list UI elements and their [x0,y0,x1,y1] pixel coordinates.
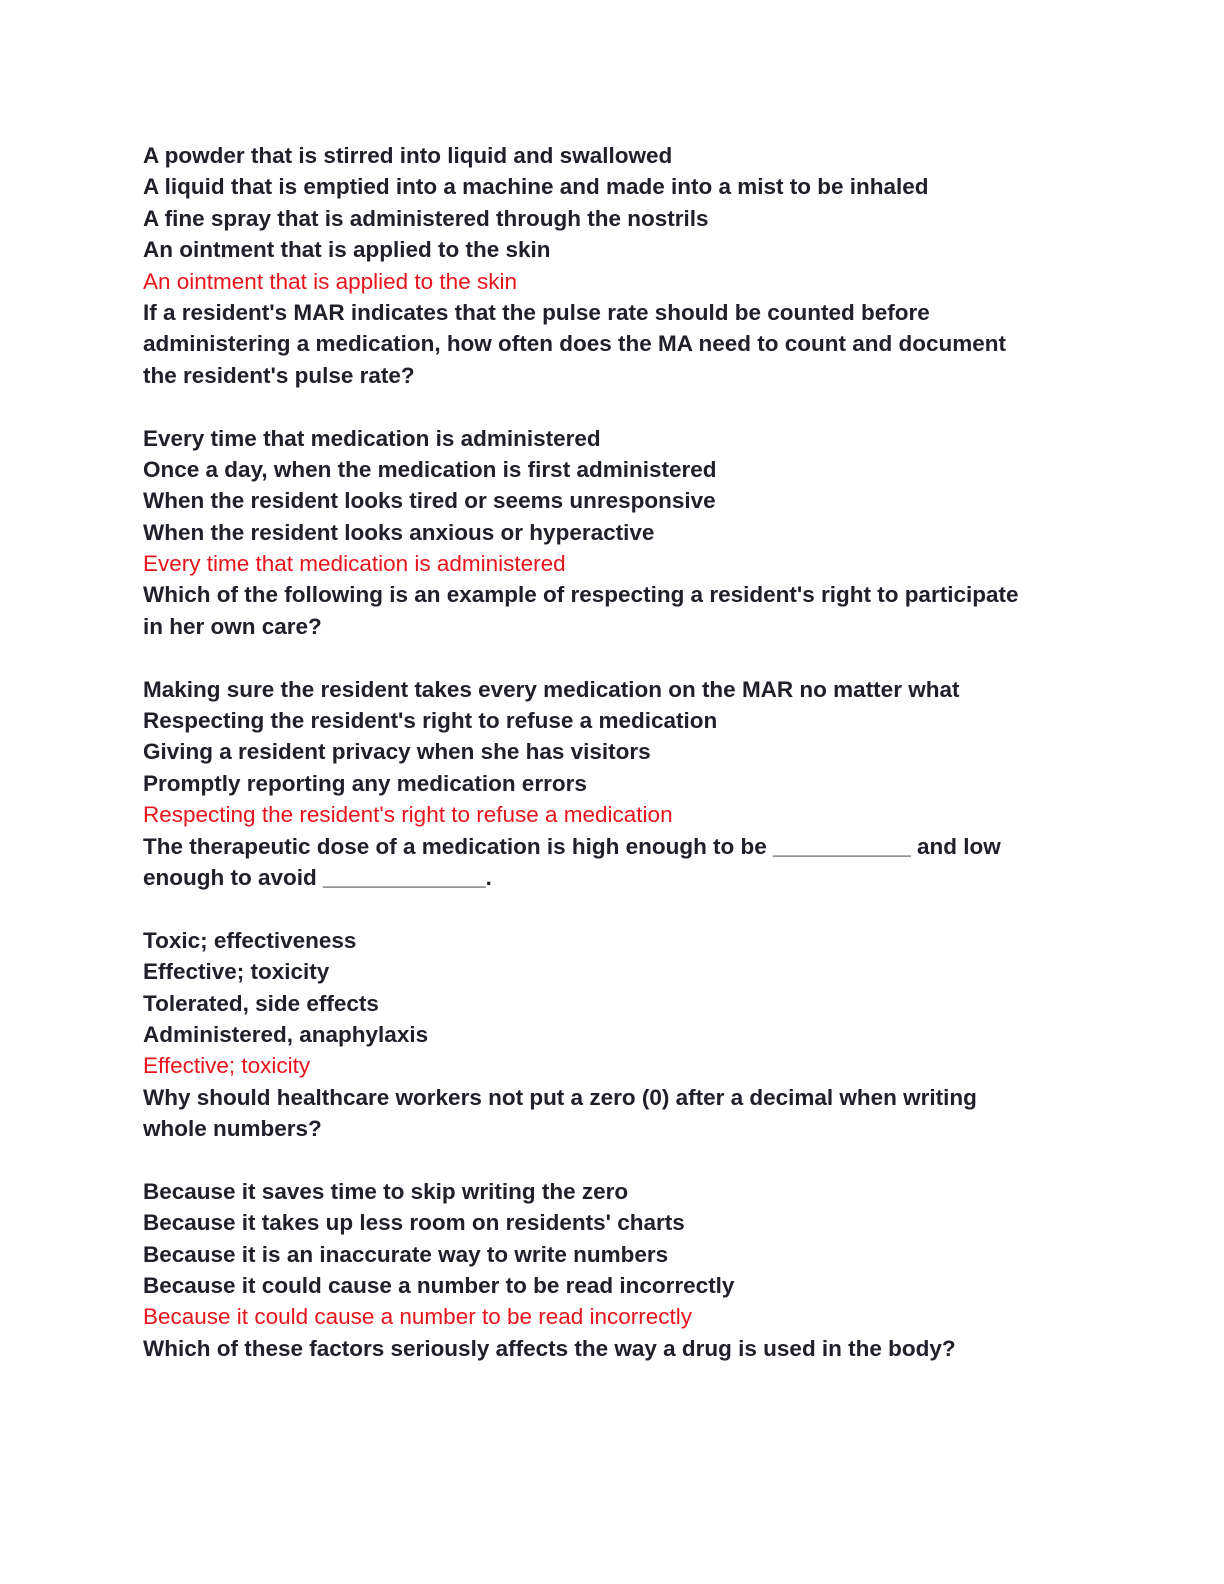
question-text [143,1333,1103,1364]
correct-answer: Respecting the resident's right to refuse a medication [143,802,673,828]
correct-answer: Effective; toxicity [143,1053,311,1079]
option-text: A powder that is stirred into liquid and swallowed [143,143,673,168]
question-line: Which of the following is an example of respecting a resident's right to participate [143,582,1019,608]
option-text: Because it could cause a number to be read incorrectly [143,1273,735,1299]
option-text: Because it is an inaccurate way to write numbers [143,1241,669,1267]
option-text: An ointment that is applied to the skin [143,237,551,263]
blank-line [143,893,1103,924]
option-text: When the resident looks tired or seems unresponsive [143,488,716,514]
blank-line [143,391,1103,422]
option-text: Making sure the resident takes every medication on the MAR no matter what [143,676,960,702]
question-line: Why should healthcare workers not put a zero (0) after a decimal when writing [143,1084,977,1110]
quiz-block [143,674,1103,925]
option-text: Promptly reporting any medication errors [143,770,587,796]
correct-answer: Every time that medication is administered [143,551,566,577]
blank-line [143,1145,1103,1176]
quiz-block [143,925,1103,1176]
question-text [143,297,1103,391]
option-text: A liquid that is emptied into a machine and made into a mist to be inhaled [143,174,929,200]
quiz-block [143,423,1103,674]
option-text: Once a day, when the medication is first administered [143,456,717,482]
option-text: Administered, anaphylaxis [143,1021,429,1047]
question-line: whole numbers? [143,1116,322,1142]
option-text: Toxic; effectiveness [143,927,357,953]
option-text: Because it saves time to skip writing the zero [143,1178,629,1204]
question-line: Which of these factors seriously affects the way a drug is used in the body? [143,1335,956,1361]
option-text: Every time that medication is administered [143,425,601,451]
option-text: Because it takes up less room on residents' charts [143,1210,685,1236]
question-line: administering a medication, how often does the MA need to count and document [143,331,1006,357]
correct-answer: An ointment that is applied to the skin [143,268,517,294]
correct-answer: Because it could cause a number to be read incorrectly [143,1304,693,1330]
question-line: The therapeutic dose of a medication is high enough to be ___________ and low [143,833,1001,859]
option-text: A fine spray that is administered through the nostrils [143,205,709,231]
question-line: in her own care? [143,613,322,639]
blank-line [143,642,1103,673]
quiz-block [143,140,1103,423]
quiz-block [143,1176,1103,1364]
option-text: Giving a resident privacy when she has visitors [143,739,651,765]
option-text: Tolerated, side effects [143,990,379,1016]
question-line: If a resident's MAR indicates that the pulse rate should be counted before [143,299,930,325]
question-line: enough to avoid _____________. [143,864,492,890]
question-text [143,831,1103,894]
document-page [143,140,1103,1364]
question-text [143,579,1103,642]
question-text [143,1082,1103,1145]
option-text: When the resident looks anxious or hyperactive [143,519,655,545]
option-text: Respecting the resident's right to refuse a medication [143,708,718,734]
question-line: the resident's pulse rate? [143,362,415,388]
option-text: Effective; toxicity [143,959,330,985]
